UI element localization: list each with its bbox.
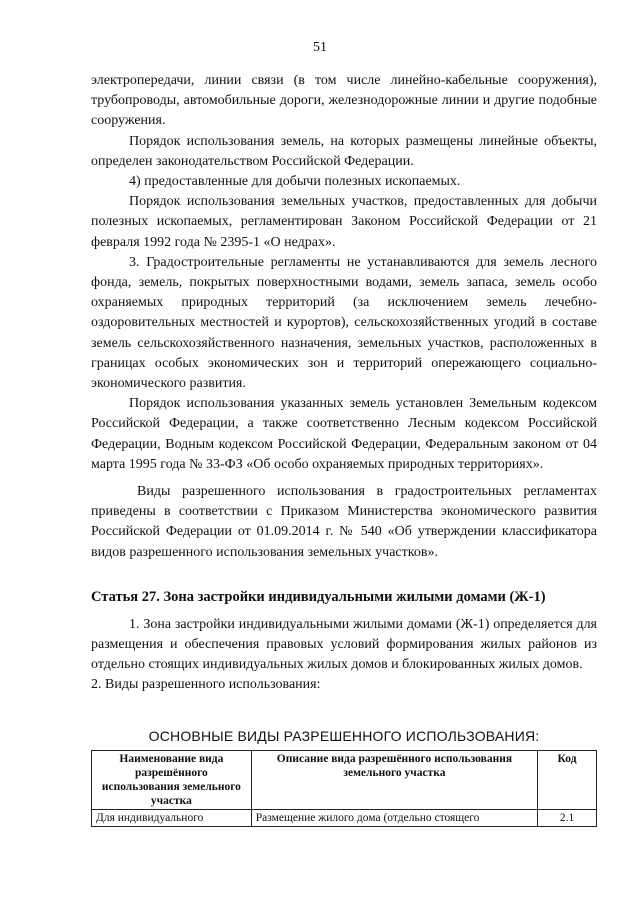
document-body bbox=[91, 71, 597, 827]
paragraph: 3. Градостроительные регламенты не устанавливаются для земель лесного фонда, земель, покрытых поверхностными водами, земель запаса, земель особо охраняемых природных территорий (за исключением земель лечебно-оздоровительных местностей и курортов), сельскохозяйственных угодий в составе земель сельскохозяйственного назначения, земельных участков, расположенных в границах особых экономических зон и территорий опережающего социально-экономического развития. bbox=[91, 254, 597, 392]
table-cell-description: Размещение жилого дома (отдельно стоящего bbox=[251, 809, 537, 826]
table-header-row bbox=[92, 750, 597, 809]
paragraph: 4) предоставленные для добычи полезных ископаемых. bbox=[129, 174, 461, 190]
paragraph: Порядок использования земель, на которых размещены линейные объекты, определен законодательством Российской Федерации. bbox=[91, 133, 597, 169]
article-title: Статья 27. Зона застройки индивидуальными жилыми домами (Ж-1) bbox=[91, 588, 546, 605]
table-row bbox=[92, 809, 597, 826]
table-cell-name: Для индивидуального bbox=[92, 809, 252, 826]
article-clause: 2. Виды разрешенного использования: bbox=[91, 677, 321, 693]
page-number: 51 bbox=[313, 40, 327, 55]
paragraph: Виды разрешенного использования в градостроительных регламентах приведены в соответствии с Приказом Министерства экономического развития Российской Федерации от 01.09.2014 г. № 540 «Об утверждении классификатора видов разрешенного использования земельных участков». bbox=[91, 484, 597, 560]
table-caption: ОСНОВНЫЕ ВИДЫ РАЗРЕШЕННОГО ИСПОЛЬЗОВАНИЯ: bbox=[148, 727, 540, 744]
table-cell-code: 2.1 bbox=[538, 809, 597, 826]
paragraph: Порядок использования земельных участков, предоставленных для добычи полезных ископаемых, регламентирован Законом Российской Федерации от 21 февраля 1992 года № 2395-1 «О недрах». bbox=[91, 194, 597, 250]
permitted-uses-table bbox=[91, 750, 597, 827]
article-clause: 1. Зона застройки индивидуальными жилыми домами (Ж-1) определяется для размещения и обеспечения правовых условий формирования жилых районов из отдельно стоящих индивидуальных жилых домов и блокированных жилых домов. bbox=[91, 616, 597, 673]
column-header-description: Описание вида разрешённого использования земельного участка bbox=[251, 750, 537, 809]
paragraph: Порядок использования указанных земель установлен Земельным кодексом Российской Федерации, а также соответственно Лесным кодексом Российской Федерации, Водным кодексом Российской Федерации, Федеральным законом от 04 марта 1995 года № 33-ФЗ «Об особо охраняемых природных территориях». bbox=[91, 396, 597, 472]
paragraph: электропередачи, линии связи (в том числе линейно-кабельные сооружения), трубопроводы, автомобильные дороги, железнодорожные линии и другие подобные сооружения. bbox=[91, 73, 597, 129]
column-header-name: Наименование вида разрешённого использования земельного участка bbox=[92, 750, 252, 809]
column-header-code: Код bbox=[538, 750, 597, 809]
